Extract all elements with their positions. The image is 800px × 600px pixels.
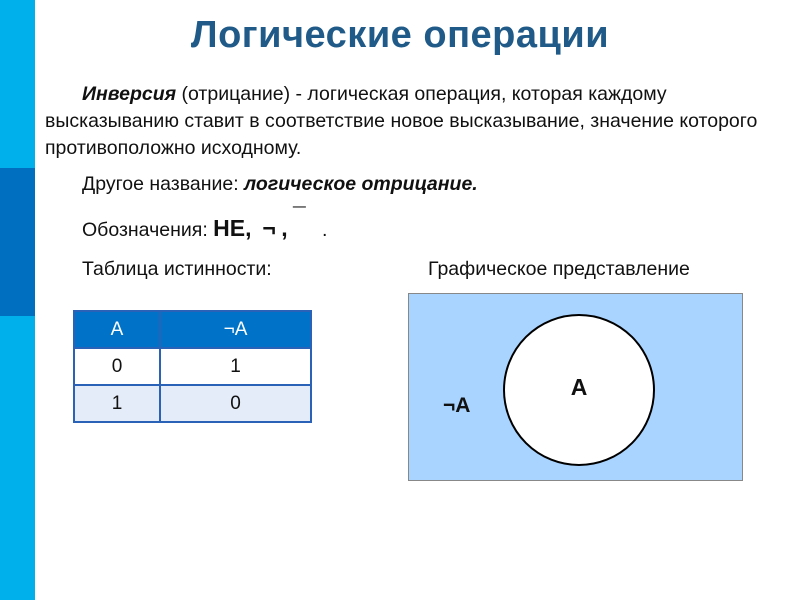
graphic-caption: Графическое представление xyxy=(428,258,690,280)
notation-period: . xyxy=(321,219,328,241)
table-row xyxy=(74,348,311,385)
definition-paragraph xyxy=(45,81,785,162)
notation-word: НЕ, xyxy=(213,215,252,241)
table-cell: 1 xyxy=(74,385,160,422)
header-cell-a: A xyxy=(74,311,160,348)
table-header-row xyxy=(74,311,311,348)
other-name-value: логическое отрицание. xyxy=(244,173,478,195)
table-row xyxy=(74,385,311,422)
other-name-line xyxy=(82,173,478,196)
notation-line xyxy=(82,203,328,242)
venn-diagram xyxy=(408,293,743,481)
truth-table xyxy=(73,310,312,423)
table-cell: 0 xyxy=(160,385,311,422)
notation-bar-symbol: ¯ xyxy=(293,203,306,229)
venn-outside-label: ¬A xyxy=(443,394,471,417)
notation-label: Обозначения: xyxy=(82,219,214,241)
table-cell: 0 xyxy=(74,348,160,385)
definition-text: (отрицание) - логическая операция, которая каждому высказыванию ставит в соответствие новое высказывание, значение которого противоположно исходному. xyxy=(45,83,758,159)
header-cell-not-a: ¬A xyxy=(160,311,311,348)
venn-circle-label: A xyxy=(570,374,588,400)
truth-table-caption: Таблица истинности: xyxy=(82,258,272,280)
other-name-label: Другое название: xyxy=(82,173,245,195)
notation-comma: , xyxy=(281,215,288,241)
notation-neg-symbol: ¬ xyxy=(262,215,276,241)
table-cell: 1 xyxy=(160,348,311,385)
venn-circle xyxy=(503,314,655,466)
definition-term: Инверсия xyxy=(82,83,177,105)
slide-title: Логические операции xyxy=(190,14,610,56)
side-decor-block xyxy=(0,168,35,316)
